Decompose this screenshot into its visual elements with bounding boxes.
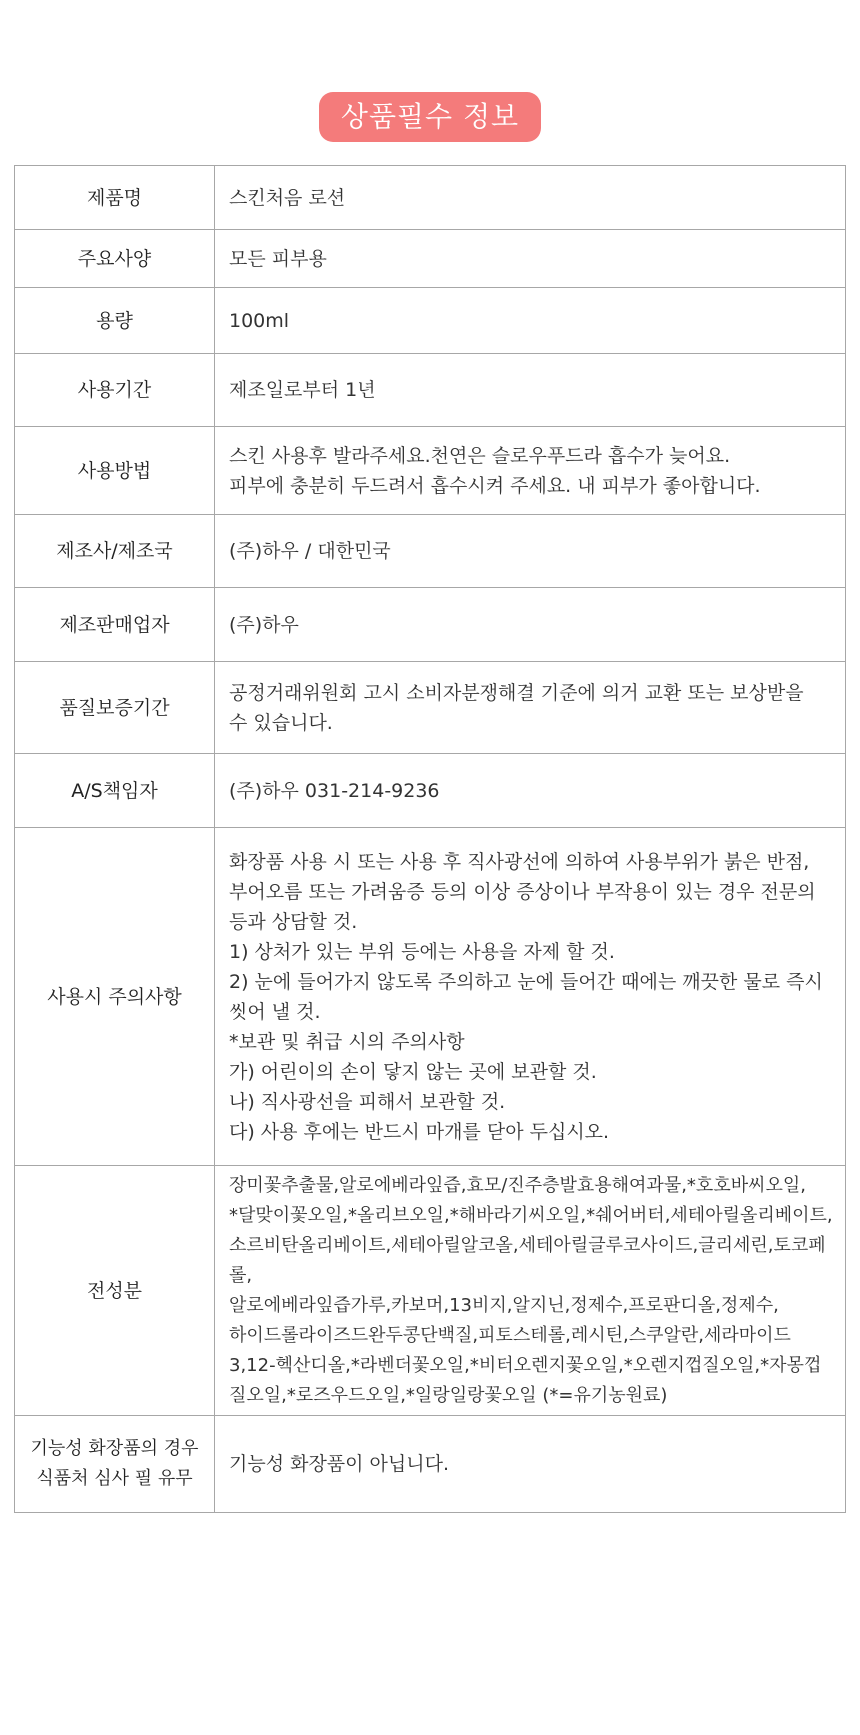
row-label: 사용기간 bbox=[15, 354, 215, 427]
row-value: 장미꽃추출물,알로에베라잎즙,효모/진주층발효용해여과물,*호호바씨오일, *달맞이꽃오일,*올리브오일,*해바라기씨오일,*쉐어버터,세테아릴올리베이트, 소르비탄올리베이트,세테아릴알코올,세테아릴글루코사이드,글리세린,토코페롤, 알로에베라잎즙가루,카보머,13비지,알지닌,정제수,프로판디올,정제수, 하이드롤라이즈드완두콩단백질,피토스테롤,레시틴,스쿠알란,세라마이드 3,12-헥산디올,*라벤더꽃오일,*비터오렌지꽃오일,*오렌지껍질오일,*자몽껍 질오일,*로즈우드오일,*일랑일랑꽃오일 (*=유기농원료) bbox=[215, 1166, 846, 1416]
table-row bbox=[15, 662, 846, 754]
row-label: 품질보증기간 bbox=[15, 662, 215, 754]
title-wrap bbox=[0, 92, 860, 142]
row-value: (주)하우 031-214-9236 bbox=[215, 754, 846, 828]
row-label: 사용시 주의사항 bbox=[15, 828, 215, 1166]
row-label: 제조판매업자 bbox=[15, 588, 215, 662]
row-label: 기능성 화장품의 경우 식품처 심사 필 유무 bbox=[15, 1416, 215, 1513]
row-value: (주)하우 / 대한민국 bbox=[215, 515, 846, 588]
row-value: 모든 피부용 bbox=[215, 230, 846, 288]
row-value: 스킨처음 로션 bbox=[215, 166, 846, 230]
section-title: 상품필수 정보 bbox=[319, 92, 541, 142]
row-value: 기능성 화장품이 아닙니다. bbox=[215, 1416, 846, 1513]
row-value: (주)하우 bbox=[215, 588, 846, 662]
table-row bbox=[15, 1416, 846, 1513]
row-label: A/S책임자 bbox=[15, 754, 215, 828]
table-row bbox=[15, 230, 846, 288]
table-row bbox=[15, 754, 846, 828]
row-label: 주요사양 bbox=[15, 230, 215, 288]
row-value: 스킨 사용후 발라주세요.천연은 슬로우푸드라 흡수가 늦어요. 피부에 충분히 두드려서 흡수시켜 주세요. 내 피부가 좋아합니다. bbox=[215, 427, 846, 515]
table-row bbox=[15, 166, 846, 230]
product-info-table bbox=[14, 165, 846, 1513]
row-label: 전성분 bbox=[15, 1166, 215, 1416]
table-row bbox=[15, 354, 846, 427]
row-value: 100ml bbox=[215, 288, 846, 354]
table-row bbox=[15, 515, 846, 588]
table-row bbox=[15, 427, 846, 515]
row-value: 제조일로부터 1년 bbox=[215, 354, 846, 427]
row-label: 용량 bbox=[15, 288, 215, 354]
table-row bbox=[15, 1166, 846, 1416]
row-label: 제조사/제조국 bbox=[15, 515, 215, 588]
table-row bbox=[15, 828, 846, 1166]
row-value: 공정거래위원회 고시 소비자분쟁해결 기준에 의거 교환 또는 보상받을 수 있습니다. bbox=[215, 662, 846, 754]
table-row bbox=[15, 588, 846, 662]
row-label: 제품명 bbox=[15, 166, 215, 230]
table-row bbox=[15, 288, 846, 354]
row-value: 화장품 사용 시 또는 사용 후 직사광선에 의하여 사용부위가 붉은 반점, 부어오름 또는 가려움증 등의 이상 증상이나 부작용이 있는 경우 전문의 등과 상담할 것. 1) 상처가 있는 부위 등에는 사용을 자제 할 것. 2) 눈에 들어가지 않도록 주의하고 눈에 들어간 때에는 깨끗한 물로 즉시 씻어 낼 것. *보관 및 취급 시의 주의사항 가) 어린이의 손이 닿지 않는 곳에 보관할 것. 나) 직사광선을 피해서 보관할 것. 다) 사용 후에는 반드시 마개를 닫아 두십시오. bbox=[215, 828, 846, 1166]
row-label: 사용방법 bbox=[15, 427, 215, 515]
